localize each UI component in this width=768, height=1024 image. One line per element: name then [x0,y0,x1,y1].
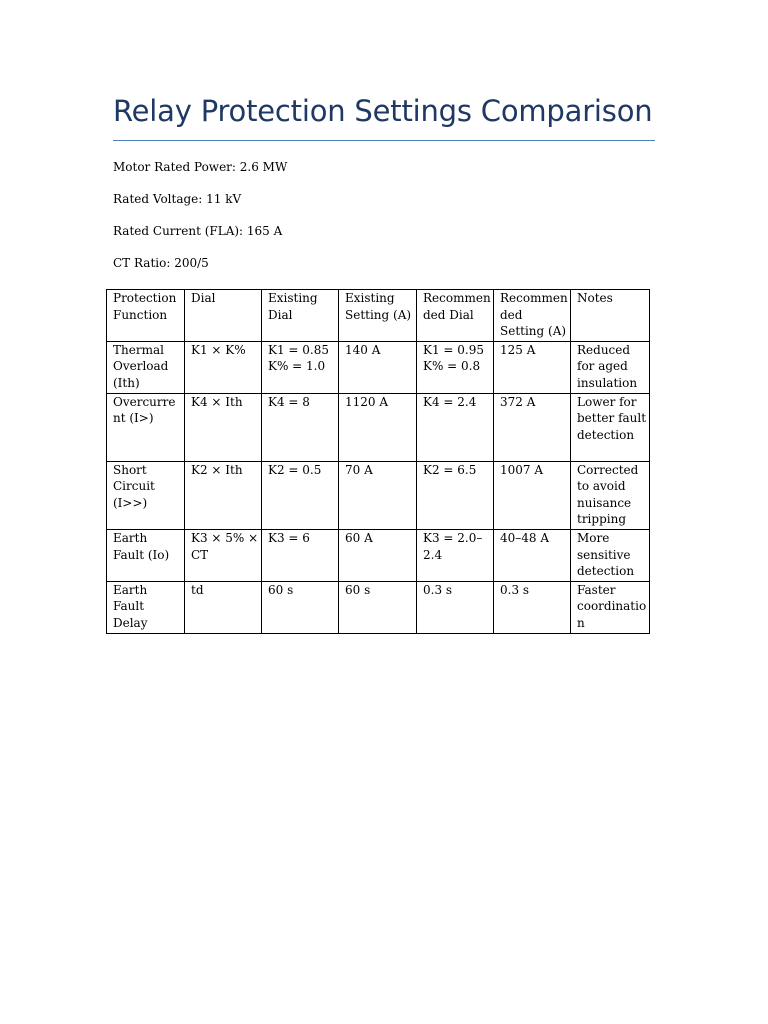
cell-protection-function: Overcurrent (I>) [107,393,185,461]
settings-table [106,289,650,634]
table-row [107,393,650,461]
cell-existing-dial: K1 = 0.85 K% = 1.0 [262,341,339,393]
cell-existing-dial: 60 s [262,581,339,633]
cell-existing-dial: K4 = 8 [262,393,339,461]
rated-current: Rated Current (FLA): 165 A [113,224,283,238]
cell-protection-function: Thermal Overload (Ith) [107,341,185,393]
cell-recommended-setting: 0.3 s [494,581,571,633]
cell-existing-dial: K3 = 6 [262,529,339,581]
cell-existing-dial: K2 = 0.5 [262,461,339,529]
table-header-row [107,290,650,342]
cell-notes: Corrected to avoid nuisance tripping [571,461,650,529]
cell-existing-setting: 140 A [339,341,417,393]
cell-recommended-setting: 125 A [494,341,571,393]
header-existing-dial: Existing Dial [262,290,339,342]
cell-notes: Reduced for aged insulation [571,341,650,393]
cell-protection-function: Earth Fault Delay [107,581,185,633]
header-notes: Notes [571,290,650,342]
table-row [107,461,650,529]
cell-existing-setting: 70 A [339,461,417,529]
header-recommended-setting: Recommended Setting (A) [494,290,571,342]
header-protection-function: Protection Function [107,290,185,342]
cell-recommended-dial: 0.3 s [417,581,494,633]
cell-protection-function: Earth Fault (Io) [107,529,185,581]
cell-notes: Faster coordination [571,581,650,633]
cell-recommended-dial: K1 = 0.95 K% = 0.8 [417,341,494,393]
table-row [107,341,650,393]
cell-existing-setting: 1120 A [339,393,417,461]
cell-recommended-dial: K3 = 2.0–2.4 [417,529,494,581]
cell-dial: td [185,581,262,633]
cell-protection-function: Short Circuit (I>>) [107,461,185,529]
cell-recommended-dial: K2 = 6.5 [417,461,494,529]
header-existing-setting: Existing Setting (A) [339,290,417,342]
cell-recommended-setting: 1007 A [494,461,571,529]
header-recommended-dial: Recommended Dial [417,290,494,342]
cell-dial: K4 × Ith [185,393,262,461]
cell-recommended-dial: K4 = 2.4 [417,393,494,461]
ct-ratio: CT Ratio: 200/5 [113,256,209,270]
title-underline [113,140,655,141]
rated-voltage: Rated Voltage: 11 kV [113,192,242,206]
cell-recommended-setting: 372 A [494,393,571,461]
motor-rated-power: Motor Rated Power: 2.6 MW [113,160,288,174]
cell-existing-setting: 60 s [339,581,417,633]
cell-dial: K1 × K% [185,341,262,393]
cell-recommended-setting: 40–48 A [494,529,571,581]
table-row [107,529,650,581]
header-dial: Dial [185,290,262,342]
cell-notes: Lower for better fault detection [571,393,650,461]
page-title: Relay Protection Settings Comparison [113,94,653,128]
cell-notes: More sensitive detection [571,529,650,581]
table-row [107,581,650,633]
cell-existing-setting: 60 A [339,529,417,581]
cell-dial: K3 × 5% × CT [185,529,262,581]
cell-dial: K2 × Ith [185,461,262,529]
